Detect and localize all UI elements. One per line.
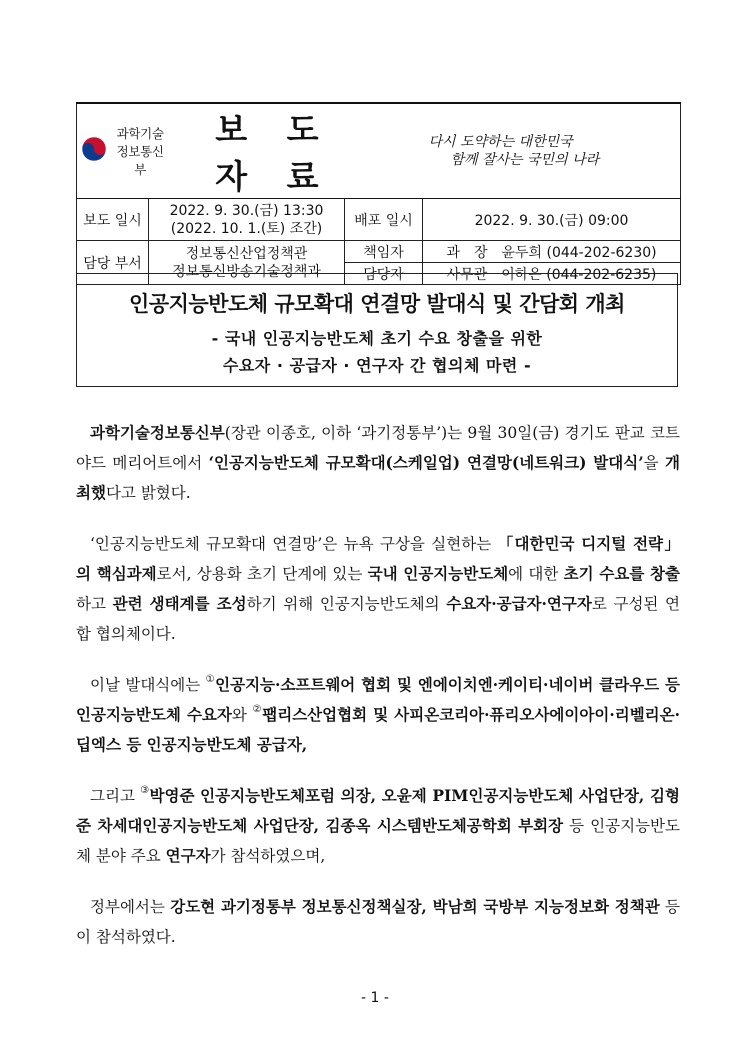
logo-cell bbox=[77, 103, 345, 199]
text-run: 그리고 bbox=[90, 787, 141, 805]
text-run: 수요자·공급자·연구자 bbox=[446, 594, 592, 613]
text-run: 로서, 상용화 초기 단계에 있는 bbox=[156, 565, 368, 583]
text-run: 등이 참석하였다. bbox=[76, 898, 681, 946]
dist-date-label: 배포 일시 bbox=[345, 199, 423, 241]
staff-value: 사무관 이하은 (044-202-6235) bbox=[423, 263, 681, 285]
paragraph-3 bbox=[76, 670, 680, 760]
slogan-line-1: 다시 도약하는 대한민국 bbox=[428, 134, 573, 150]
dept-line-2: 정보통신방송기술정책과 bbox=[172, 263, 321, 280]
text-run: 「대한민국 디지털 전략」의 핵심과제 bbox=[76, 534, 680, 583]
text-run: 인공지능·소프트웨어 협회 및 엔에이치엔·케이티·네이버 클라우드 등 bbox=[215, 675, 681, 694]
paragraph-2 bbox=[76, 529, 680, 649]
text-run: 과학기술정보통신부 bbox=[90, 423, 225, 442]
press-header-table bbox=[76, 102, 681, 285]
responsible-label: 책임자 bbox=[345, 241, 423, 263]
text-run: 인공지능반도체 수요자 bbox=[76, 705, 232, 724]
text-run: 와 bbox=[231, 706, 253, 724]
headline-title: 인공지능반도체 규모확대 연결망 발대식 및 간담회 개최 bbox=[129, 292, 625, 316]
report-date-line-1: 2022. 9. 30.(금) 13:30 bbox=[169, 202, 324, 219]
text-run: 강도현 과기정통부 정보통신정책실장, 박남희 국방부 지능정보화 정책관 bbox=[170, 897, 660, 916]
dist-date-value: 2022. 9. 30.(금) 09:00 bbox=[423, 199, 681, 241]
text-run: ‘인공지능반도체 규모확대 연결망’은 뉴욕 구상을 실현하는 bbox=[90, 535, 498, 553]
text-run: 팹리스산업협회 및 사피온코리아·퓨리오사에이아이·리벨리온·딥엑스 등 인공지능반도체 공급자, bbox=[76, 705, 681, 754]
headline-subtitle-2: 수요자 · 공급자 · 연구자 간 협의체 마련 - bbox=[222, 356, 532, 375]
text-run: 연구자 bbox=[165, 846, 211, 865]
report-date-label: 보도 일시 bbox=[77, 199, 149, 241]
ministry-name: 과학기술정보통신부 bbox=[116, 126, 164, 177]
text-run: 하고 bbox=[76, 595, 113, 613]
text-run: 에 대한 bbox=[508, 565, 564, 583]
report-date-value bbox=[149, 199, 345, 241]
paragraph-5 bbox=[76, 892, 680, 952]
text-run: 개최했 bbox=[76, 453, 680, 502]
text-run: 이날 발대식에는 bbox=[90, 676, 206, 694]
circled-number: ③ bbox=[140, 785, 150, 796]
dept-line-1: 정보통신산업정책관 bbox=[185, 245, 308, 262]
text-run: 국내 인공지능반도체 bbox=[367, 564, 509, 583]
text-run: 다고 밝혔다. bbox=[105, 484, 191, 502]
article-body bbox=[76, 418, 680, 973]
document-type-title: 보 도 자 료 bbox=[215, 110, 333, 196]
slogan-line-2: 함께 잘사는 국민의 나라 bbox=[450, 152, 600, 168]
paragraph-1 bbox=[76, 418, 680, 508]
text-run: (장관 이종호, 이하 ‘과기정통부’)는 9월 30일(금) 경기도 판교 코트야드 메리어트에서 bbox=[76, 424, 680, 472]
text-run: 초기 수요를 창출 bbox=[563, 564, 680, 583]
responsible-value: 과 장 윤두희 (044-202-6230) bbox=[423, 241, 681, 263]
text-run: 정부에서는 bbox=[90, 898, 171, 916]
report-date-line-2: (2022. 10. 1.(토) 조간) bbox=[170, 220, 323, 237]
text-run: 가 참석하였으며, bbox=[210, 847, 326, 865]
text-run: 등 인공지능반도체 분야 주요 bbox=[76, 817, 680, 865]
taegeuk-logo-icon bbox=[81, 136, 107, 166]
text-run: ‘인공지능반도체 규모확대(스케일업) 연결망(네트워크) 발대식’ bbox=[208, 453, 644, 472]
page-number: - 1 - bbox=[361, 990, 389, 1006]
headline-subtitle-1: - 국내 인공지능반도체 초기 수요 창출을 위한 bbox=[211, 329, 543, 348]
staff-label: 담당자 bbox=[345, 263, 423, 285]
text-run: 로 구성된 연합 협의체이다. bbox=[76, 595, 681, 643]
text-run: 하기 위해 인공지능반도체의 bbox=[246, 595, 447, 613]
headline-box bbox=[76, 273, 678, 387]
text-run: 을 bbox=[643, 454, 666, 472]
circled-number: ② bbox=[252, 704, 263, 715]
circled-number: ① bbox=[205, 674, 216, 685]
text-run: 박영준 인공지능반도체포럼 의장, 오윤제 PIM인공지능반도체 사업단장, 김형준 차세대인공지능반도체 사업단장, 김종옥 시스템반도체공학회 부회장 bbox=[76, 786, 680, 835]
dept-label: 담당 부서 bbox=[77, 241, 149, 285]
text-run: 관련 생태계를 조성 bbox=[112, 594, 247, 613]
paragraph-4 bbox=[76, 781, 680, 871]
slogan-cell bbox=[345, 103, 681, 199]
